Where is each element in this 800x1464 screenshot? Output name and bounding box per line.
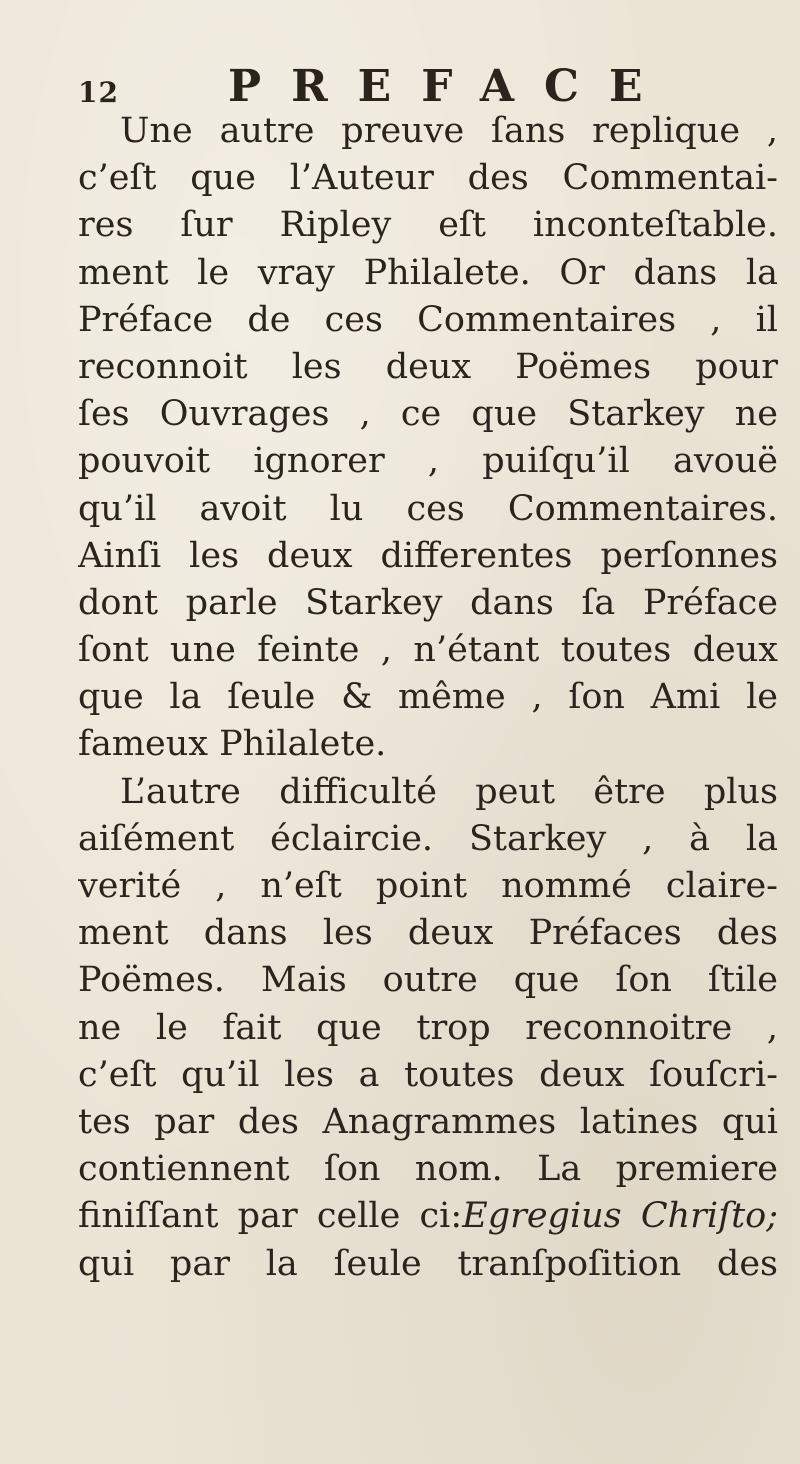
text-line: Poëmes. Mais outre que ſon ſtile: [78, 960, 778, 1001]
text-line: qui par la ſeule tranſpoſition des: [78, 1243, 778, 1284]
text-segment: finiſſant par celle ci:: [78, 1196, 463, 1237]
body-text: [78, 108, 778, 1288]
text-line: ment le vray Philalete. Or dans la: [78, 252, 778, 293]
text-line: ment dans les deux Préfaces des: [78, 913, 778, 954]
text-line: ſont une feinte , n’étant toutes deux: [78, 630, 778, 671]
text-line: Une autre preuve ſans replique ,: [120, 111, 778, 151]
text-line: fameux Philalete.: [78, 724, 387, 765]
text-line: pouvoit ignorer , puiſqu’il avouë: [78, 441, 778, 482]
text-line: dont parle Starkey dans ſa Préface: [78, 582, 778, 623]
text-line: reconnoit les deux Poëmes pour: [78, 346, 778, 387]
text-line: L’autre difficulté peut être plus: [120, 771, 778, 812]
text-line: contiennent ſon nom. La premiere: [78, 1149, 778, 1190]
text-line: res ſur Ripley eſt inconteſtable.: [78, 205, 778, 246]
text-line: ſes Ouvrages , ce que Starkey ne: [78, 394, 778, 435]
page-header: [78, 62, 718, 112]
text-line-with-italic: [78, 1193, 778, 1240]
text-line: que la ſeule & même , ſon Ami le: [78, 677, 778, 718]
text-line: Préface de ces Commentaires , il: [78, 299, 778, 340]
running-title: PREFACE: [228, 61, 673, 112]
text-line: Ainſi les deux differentes perſonnes: [78, 535, 778, 576]
text-line: aiſément éclaircie. Starkey , à la: [78, 818, 778, 859]
text-line: qu’il avoit lu ces Commentaires.: [78, 488, 778, 529]
text-line: tes par des Anagrammes latines qui: [78, 1101, 778, 1142]
page-number: 12: [78, 76, 119, 109]
text-line: ne le fait que trop reconnoitre ,: [78, 1007, 778, 1048]
text-line: verité , n’eſt point nommé claire-: [78, 866, 778, 906]
italic-anagram: Egregius Chriſto;: [462, 1196, 778, 1237]
text-line: c’eſt qu’il les a toutes deux ſouſcri-: [78, 1054, 778, 1095]
text-line: c’eſt que l’Auteur des Commentai-: [78, 158, 778, 199]
